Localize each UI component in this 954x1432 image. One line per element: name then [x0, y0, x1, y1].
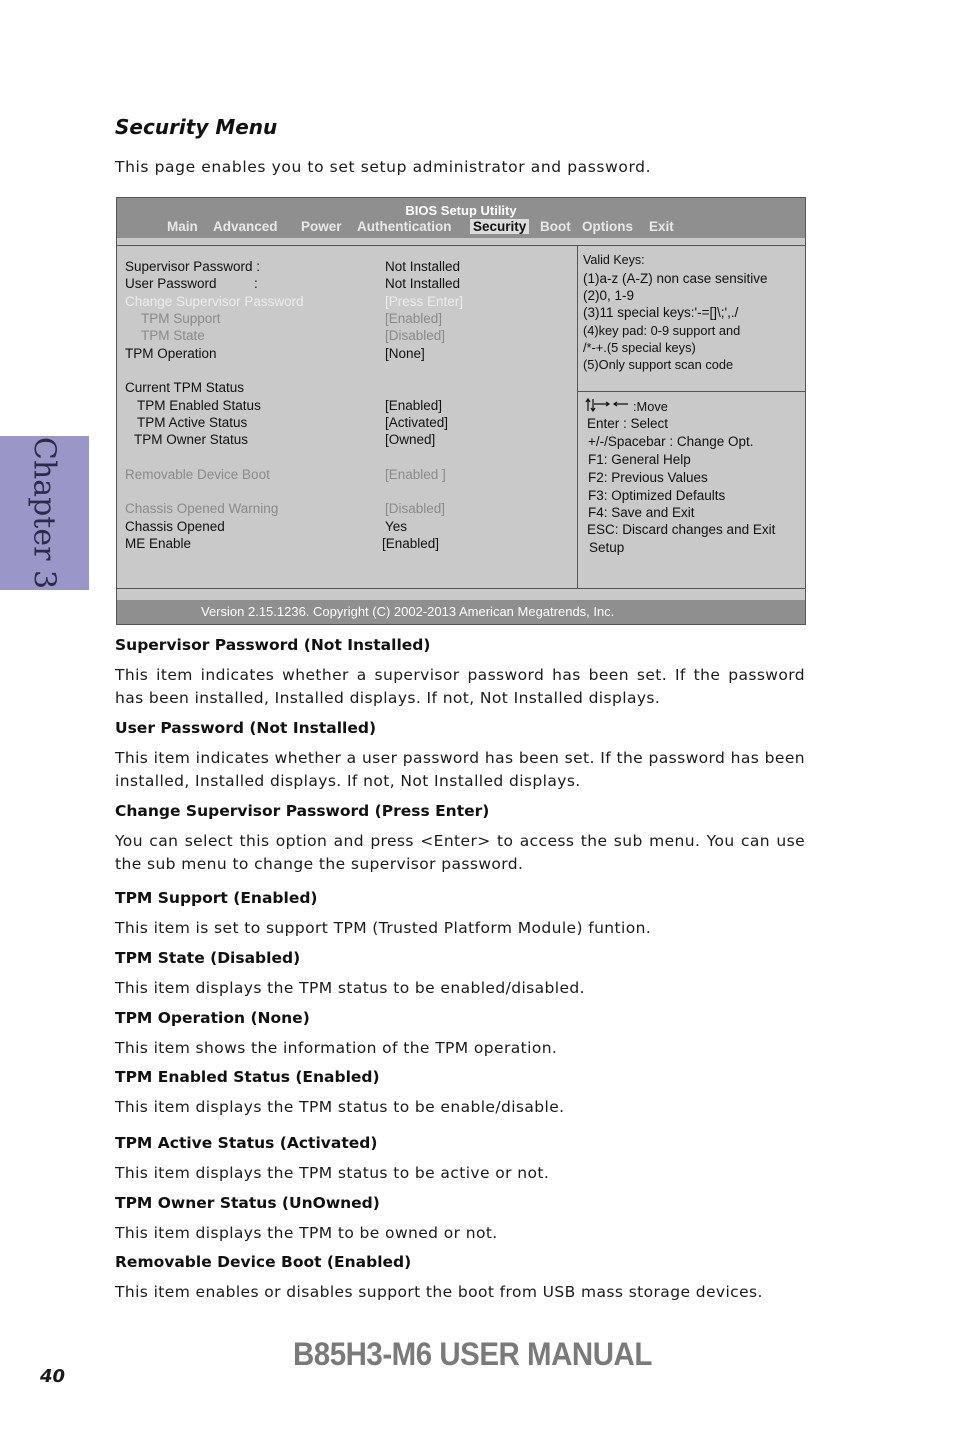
setting-value: [Owned] — [385, 432, 436, 447]
section-title: Security Menu — [115, 115, 278, 139]
item-title: Removable Device Boot (Enabled) — [115, 1253, 412, 1271]
item-description: You can select this option and press <Enter> to access the sub menu. You can use the sub menu to change the supervisor password. — [115, 832, 805, 873]
setting-label[interactable]: Supervisor Password : — [125, 259, 261, 274]
item-title: TPM Enabled Status (Enabled) — [115, 1068, 380, 1086]
setting-label[interactable]: ME Enable — [125, 536, 192, 551]
setting-colon: : — [254, 276, 258, 291]
setting-value: Yes — [385, 519, 408, 534]
valid-keys-line: (3)11 special keys:'-=[]\;',./ — [583, 305, 739, 320]
setting-value: [Activated] — [385, 415, 449, 430]
setting-label[interactable]: Change Supervisor Password — [125, 294, 304, 309]
setting-group-label: Current TPM Status — [125, 380, 245, 395]
chapter-label: Chapter 3 — [26, 436, 62, 590]
nav-key-line: F2: Previous Values — [588, 470, 708, 485]
bios-footer — [117, 600, 805, 624]
bios-column-divider — [577, 245, 578, 588]
bios-header — [117, 198, 805, 238]
setting-value[interactable]: [None] — [385, 346, 425, 361]
page-number: 40 — [40, 1366, 66, 1387]
menu-boot[interactable]: Boot — [540, 219, 571, 234]
valid-keys-line: Valid Keys: — [583, 253, 645, 267]
setting-value[interactable]: [Disabled] — [385, 328, 446, 343]
setting-label[interactable]: Removable Device Boot — [125, 467, 270, 482]
item-description: This item enables or disables support the boot from USB mass storage devices. — [115, 1283, 763, 1301]
setting-label[interactable]: TPM State — [141, 328, 205, 343]
nav-key-line: F3: Optimized Defaults — [588, 488, 726, 503]
setting-value: Not Installed — [385, 259, 461, 274]
nav-key-line: ESC: Discard changes and Exit — [587, 522, 776, 537]
item-description: This item shows the information of the TPM operation. — [115, 1039, 558, 1057]
setting-label[interactable]: TPM Operation — [125, 346, 217, 361]
item-description: This item indicates whether a supervisor password has been set. If the password has been installed, Installed displays. If not, Not Installed displays. — [115, 666, 805, 707]
setting-label: TPM Owner Status — [134, 432, 249, 447]
setting-label: TPM Enabled Status — [137, 398, 261, 413]
item-title: TPM State (Disabled) — [115, 949, 301, 967]
menu-options[interactable]: Options — [582, 219, 633, 234]
arrow-keys-icon — [585, 398, 631, 412]
valid-keys-line: (4)key pad: 0-9 support and — [583, 323, 741, 338]
help-divider — [577, 391, 805, 392]
item-description: This item displays the TPM status to be enable/disable. — [115, 1098, 565, 1116]
nav-key-line: F4: Save and Exit — [588, 505, 695, 520]
bios-divider — [117, 245, 805, 246]
menu-main[interactable]: Main — [167, 219, 198, 234]
valid-keys-line: /*-+.(5 special keys) — [583, 340, 696, 355]
bios-version: Version 2.15.1236. Copyright (C) 2002-2013 American Megatrends, Inc. — [201, 604, 615, 619]
valid-keys-line: (2)0, 1-9 — [583, 288, 635, 303]
item-description: This item indicates whether a user password has been set. If the password has been installed, Installed displays. If not, Not Installed displays. — [115, 749, 805, 790]
nav-key-line: Enter : Select — [587, 416, 669, 431]
setting-value[interactable]: [Press Enter] — [385, 294, 464, 309]
setting-value[interactable]: [Enabled] — [385, 311, 443, 326]
item-title: Supervisor Password (Not Installed) — [115, 636, 431, 654]
item-description: This item displays the TPM to be owned or not. — [115, 1224, 498, 1242]
setting-value: Not Installed — [385, 276, 461, 291]
setting-value[interactable]: [Enabled ] — [385, 467, 446, 482]
item-title: Change Supervisor Password (Press Enter) — [115, 802, 490, 820]
menu-power[interactable]: Power — [301, 219, 342, 234]
setting-label[interactable]: TPM Support — [141, 311, 221, 326]
manual-title: B85H3-M6 USER MANUAL — [293, 1336, 652, 1372]
setting-label: Chassis Opened — [125, 519, 225, 534]
item-title: TPM Owner Status (UnOwned) — [115, 1194, 380, 1212]
intro-text: This page enables you to set setup administrator and password. — [115, 158, 652, 176]
valid-keys-line: (5)Only support scan code — [583, 357, 734, 372]
item-description: This item displays the TPM status to be enabled/disabled. — [115, 979, 585, 997]
item-description: This item displays the TPM status to be active or not. — [115, 1164, 550, 1182]
bios-title: BIOS Setup Utility — [405, 203, 517, 218]
setting-label: TPM Active Status — [137, 415, 248, 430]
menu-advanced[interactable]: Advanced — [213, 219, 278, 234]
setting-value[interactable]: [Disabled] — [385, 501, 446, 516]
setting-label[interactable]: User Password — [125, 276, 217, 291]
item-title: TPM Active Status (Activated) — [115, 1134, 378, 1152]
nav-key-line: :Move — [633, 399, 668, 414]
menu-authentication[interactable]: Authentication — [357, 219, 452, 234]
item-title: TPM Operation (None) — [115, 1009, 310, 1027]
item-title: User Password (Not Installed) — [115, 719, 377, 737]
setting-value: [Enabled] — [385, 398, 443, 413]
bios-bottom-divider — [117, 588, 805, 589]
item-title: TPM Support (Enabled) — [115, 889, 318, 907]
menu-security[interactable]: Security — [470, 219, 529, 234]
nav-key-line: F1: General Help — [588, 452, 691, 467]
chapter-tab — [0, 436, 89, 590]
nav-key-line: Setup — [589, 540, 625, 555]
nav-key-line: +/-/Spacebar : Change Opt. — [588, 434, 754, 449]
bios-screenshot — [116, 197, 806, 625]
setting-value[interactable]: [Enabled] — [382, 536, 440, 551]
valid-keys-line: (1)a-z (A-Z) non case sensitive — [583, 271, 768, 286]
item-description: This item is set to support TPM (Trusted Platform Module) funtion. — [115, 919, 652, 937]
setting-label[interactable]: Chassis Opened Warning — [125, 501, 279, 516]
menu-exit[interactable]: Exit — [649, 219, 674, 234]
